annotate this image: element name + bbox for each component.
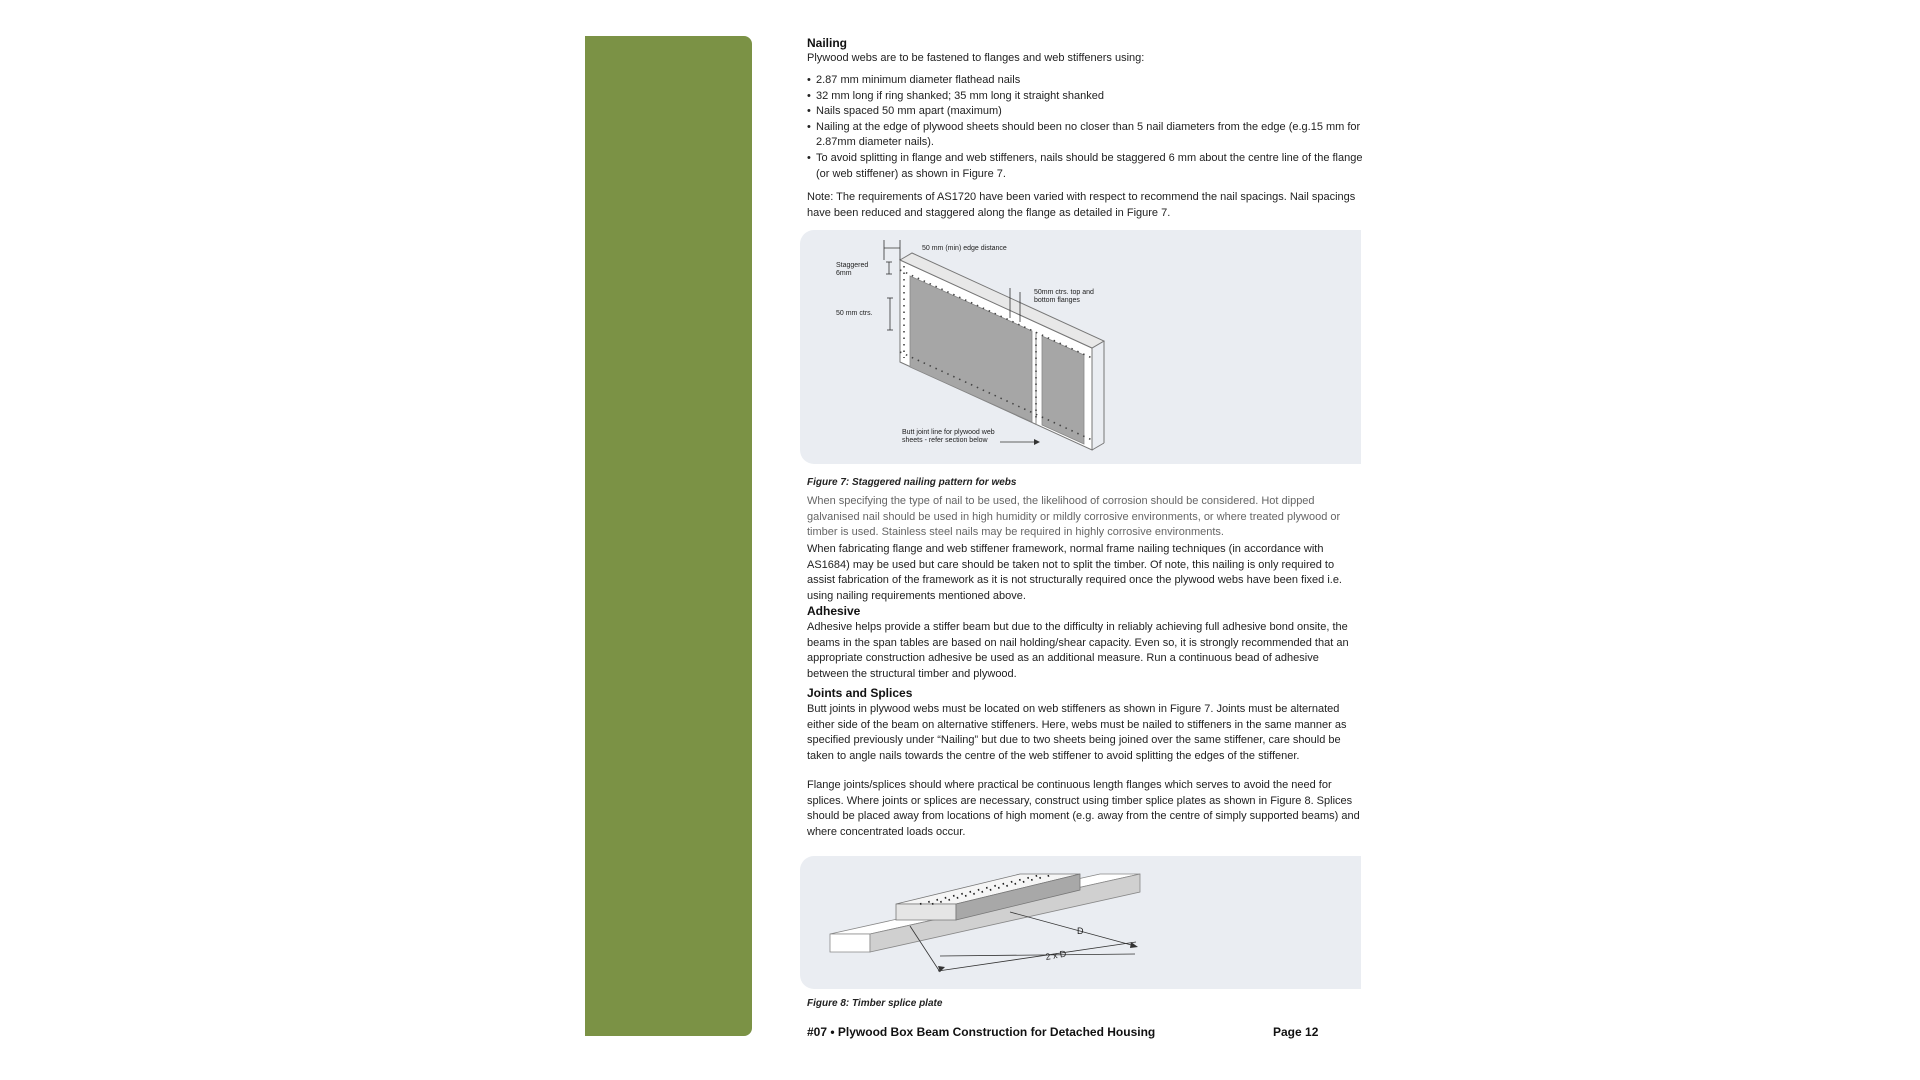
splice-plate-diagram [800, 856, 1361, 989]
page-number: Page 12 [1273, 1025, 1319, 1039]
adhesive-paragraph: Adhesive helps provide a stiffer beam but due to the difficulty in reliably achieving full adhesive bond onsite, the beams in the span tables are based on nail holding/shear capacity. Even so, it is strongly recommended that an appropriate construction adhesive be used as an additional measure. Run a continuous bead of adhesive between the structural timber and plywood. [807, 621, 1349, 680]
box-beam-diagram [800, 230, 1361, 464]
list-item: • 32 mm long if ring shanked; 35 mm long it straight shanked [807, 89, 1363, 105]
nailing-heading: Nailing [807, 36, 848, 50]
figure-7-panel [800, 230, 1361, 464]
framework-paragraph: When fabricating flange and web stiffener framework, normal frame nailing techniques (in accordance with AS1684) may be used but care should be taken not to split the timber. Of note, this nailing is only required to assist fabrication of the framework as it is not structurally required once the plywood webs have been fixed i.e. using nailing requirements mentioned above. [807, 543, 1342, 602]
nail-spacing-note: Note: The requirements of AS1720 have been varied with respect to recommend the nail spacings. Nail spacings have been reduced and staggered along the flange as detailed in Figure 7. [807, 191, 1356, 219]
staggered-label-line-2: 6mm [836, 270, 852, 277]
flange-ctrs-label-line-1: 50mm ctrs. top and [1034, 289, 1094, 296]
list-item: • 2.87 mm minimum diameter flathead nails [807, 73, 1363, 89]
adhesive-heading: Adhesive [807, 604, 861, 618]
joints-heading: Joints and Splices [807, 686, 913, 700]
two-d-dimension-label: 2 x D [1044, 948, 1068, 962]
list-item: • Nails spaced 50 mm apart (maximum) [807, 104, 1363, 120]
flange-ctrs-label-line-2: bottom flanges [1034, 297, 1080, 304]
footer-title: #07 • Plywood Box Beam Construction for Detached Housing [807, 1025, 1156, 1039]
joints-paragraph-1: Butt joints in plywood webs must be located on web stiffeners as shown in Figure 7. Joints must be alternated either side of the beam on alternative stiffeners. Here, webs must be nailed to stiffeners in the same manner as specified previously under “Nailing” but due to two sheets being joined over the same stiffener, care should be taken to angle nails towards the centre of the web stiffener to avoid splitting the edges of the stiffener. [807, 703, 1347, 762]
nailing-bullets [807, 73, 1363, 182]
edge-distance-label: 50 mm (min) edge distance [922, 245, 1007, 252]
butt-joint-label-line-2: sheets - refer section below [902, 437, 988, 444]
corrosion-paragraph: When specifying the type of nail to be used, the likelihood of corrosion should be considered. Hot dipped galvanised nail should be used in high humidity or mildly corrosive environments, or where treated plywood or timber is used. Stainless steel nails may be required in highly corrosive environments. [807, 495, 1341, 539]
list-item: • To avoid splitting in flange and web stiffeners, nails should be staggered 6 mm about the centre line of the flange (or web stiffener) as shown in Figure 7. [807, 151, 1363, 182]
d-dimension-label: D [1077, 926, 1084, 936]
green-sidebar [585, 36, 752, 1036]
figure-7-caption: Figure 7: Staggered nailing pattern for webs [807, 477, 1017, 488]
joints-paragraph-2: Flange joints/splices should where practical be continuous length flanges which serves to avoid the need for splices. Where joints or splices are necessary, construct using timber splice plates as shown in Figure 8. Splices should be placed away from locations of high moment (e.g. away from the centre of simply supported beams) and where concentrated loads occur. [807, 779, 1360, 838]
figure-8-caption: Figure 8: Timber splice plate [807, 998, 943, 1009]
staggered-label-line-1: Staggered [836, 262, 869, 269]
ctrs-label: 50 mm ctrs. [836, 310, 873, 317]
list-item: • Nailing at the edge of plywood sheets should been no closer than 5 nail diameters from the edge (e.g.15 mm for 2.87mm diameter nails). [807, 120, 1363, 151]
butt-joint-label-line-1: Butt joint line for plywood web [902, 429, 995, 436]
figure-8-panel [800, 856, 1361, 989]
nailing-intro: Plywood webs are to be fastened to flanges and web stiffeners using: [807, 52, 1145, 64]
